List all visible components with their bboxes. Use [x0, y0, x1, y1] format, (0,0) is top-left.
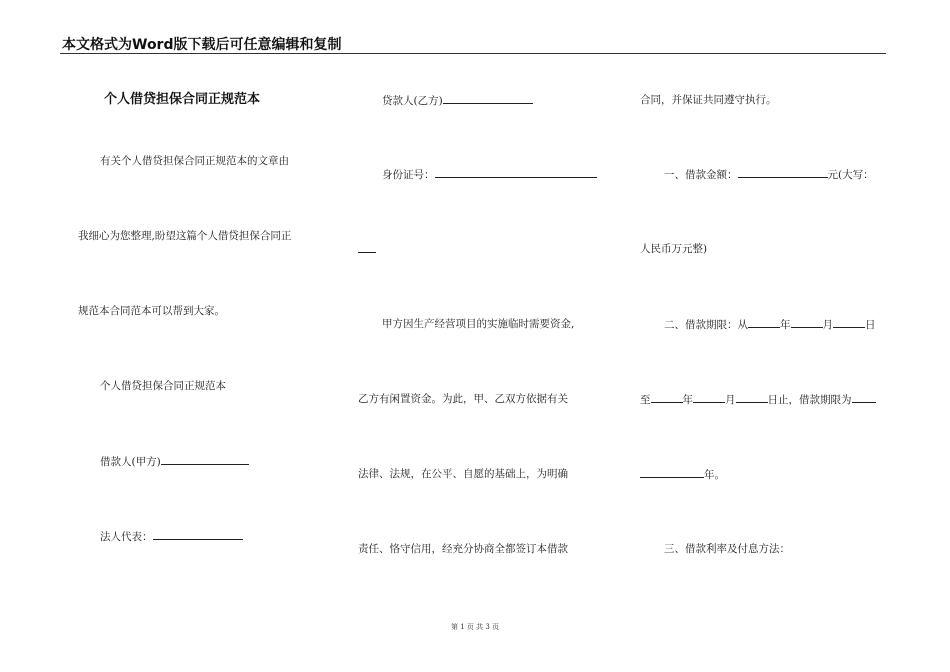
year-suffix-label: 年。	[704, 469, 725, 481]
loan-amount-field	[664, 167, 874, 182]
year-label: 年	[682, 394, 693, 406]
paragraph-line: 合同，并保证共同遵守执行。	[640, 94, 777, 106]
paragraph-line: 甲方因生产经营项目的实施临时需要资金,	[382, 318, 575, 330]
text-column-2	[358, 0, 608, 610]
id-number-blank-continued[interactable]	[358, 242, 376, 253]
start-month-blank[interactable]	[791, 317, 823, 328]
loan-term-field	[664, 317, 876, 332]
paragraph-line: 法律、法规，在公平、自愿的基础上，为明确	[358, 468, 568, 480]
loan-amount-capital-label: 元(大写：	[827, 169, 874, 181]
end-day-blank[interactable]	[736, 392, 768, 403]
day-label: 日	[865, 319, 876, 331]
start-day-blank[interactable]	[833, 317, 865, 328]
loan-amount-label: 一、借款金额：	[664, 169, 738, 181]
paragraph-line: 规范本合同范本可以帮到大家。	[78, 305, 225, 317]
term-length-blank-continued[interactable]	[640, 467, 704, 478]
section-heading: 个人借贷担保合同正规范本	[100, 380, 226, 392]
page-footer: 第 1 页 共 3 页	[450, 623, 500, 631]
end-month-blank[interactable]	[693, 392, 725, 403]
document-title: 个人借贷担保合同正规范本	[104, 92, 261, 107]
loan-term-label: 二、借款期限：从	[664, 319, 748, 331]
text-column-1	[78, 0, 328, 610]
month-label: 月	[822, 319, 833, 331]
text-column-3	[640, 0, 890, 610]
paragraph-line: 我细心为您整理,盼望这篇个人借贷担保合同正	[78, 230, 292, 242]
paragraph-line: 有关个人借贷担保合同正规范本的文章由	[100, 155, 289, 167]
end-year-blank[interactable]	[651, 392, 683, 403]
id-number-field	[382, 167, 597, 182]
loan-term-end-field	[640, 392, 876, 407]
until-term-label: 日止，借款期限为	[767, 394, 852, 406]
lender-field	[382, 93, 533, 108]
paragraph-line: 乙方有闲置资金。为此，甲、乙双方依据有关	[358, 393, 568, 405]
to-label: 至	[640, 394, 651, 406]
legal-rep-label: 法人代表：	[100, 531, 153, 543]
borrower-blank[interactable]	[161, 454, 249, 465]
lender-label: 贷款人(乙方)	[382, 95, 443, 107]
lender-blank[interactable]	[443, 93, 533, 104]
month-label: 月	[725, 394, 736, 406]
id-number-blank[interactable]	[435, 167, 597, 178]
section-heading: 三、借款利率及付息方法：	[664, 543, 790, 555]
document-header-banner: 本文格式为Word版下载后可任意编辑和复制	[62, 37, 342, 53]
id-number-label: 身份证号：	[382, 169, 435, 181]
term-length-blank[interactable]	[852, 392, 876, 403]
loan-amount-capital-text: 人民币万元整)	[640, 243, 708, 255]
id-number-continuation	[358, 242, 376, 257]
legal-rep-field	[100, 529, 243, 544]
borrower-label: 借款人(甲方)	[100, 456, 161, 468]
loan-amount-blank[interactable]	[738, 167, 828, 178]
borrower-field	[100, 454, 249, 469]
legal-rep-blank[interactable]	[153, 529, 243, 540]
paragraph-line: 责任、恪守信用，经充分协商全都签订本借款	[358, 543, 568, 555]
year-label: 年	[780, 319, 791, 331]
start-year-blank[interactable]	[748, 317, 780, 328]
term-length-continuation	[640, 467, 725, 482]
